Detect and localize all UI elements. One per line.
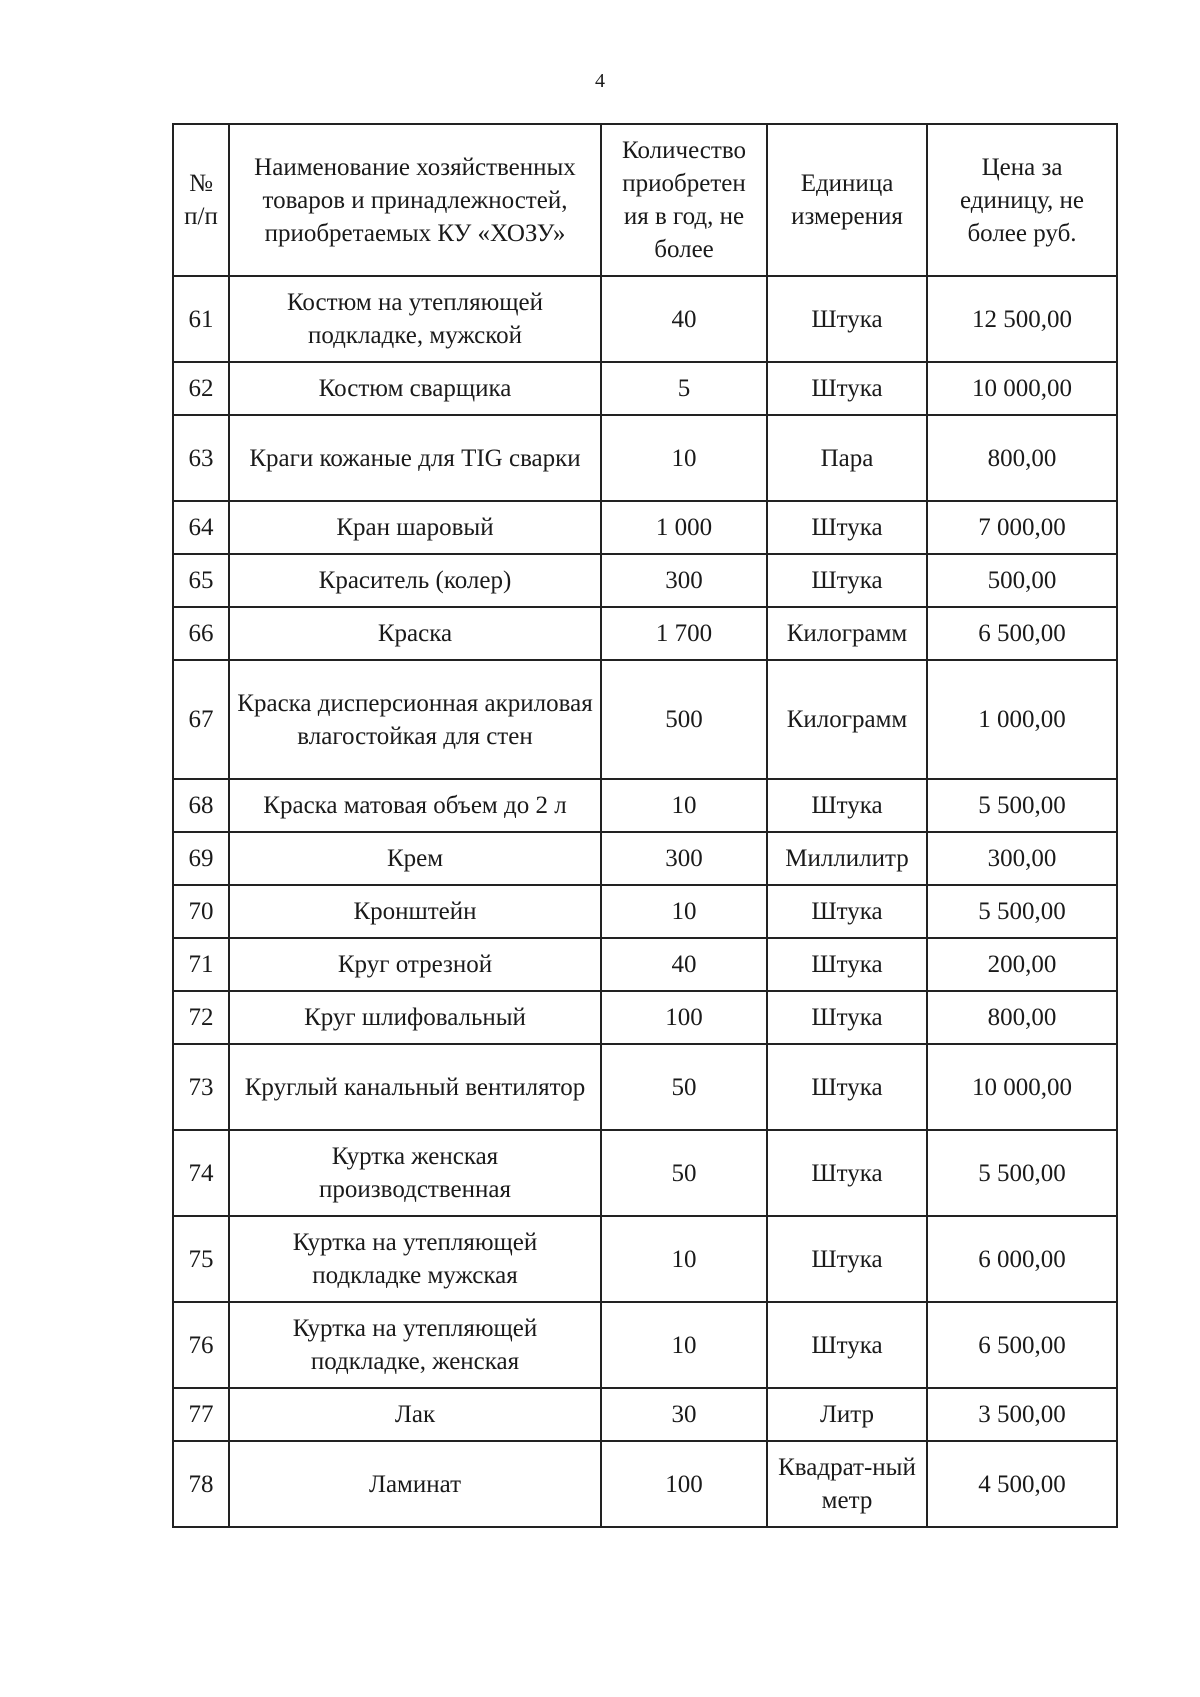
cell-price: 4 500,00: [927, 1441, 1117, 1527]
cell-unit: Килограмм: [767, 607, 927, 660]
cell-num: 63: [173, 415, 229, 501]
cell-qty: 1 000: [601, 501, 767, 554]
cell-num: 62: [173, 362, 229, 415]
cell-qty: 300: [601, 554, 767, 607]
table-row: [173, 991, 1117, 1044]
table-row: [173, 501, 1117, 554]
table-row: [173, 1441, 1117, 1527]
cell-name: Краска: [229, 607, 601, 660]
cell-num: 77: [173, 1388, 229, 1441]
cell-unit: Пара: [767, 415, 927, 501]
cell-name: Краска матовая объем до 2 л: [229, 779, 601, 832]
cell-unit: Килограмм: [767, 660, 927, 779]
table-row: [173, 1044, 1117, 1130]
header-price: Цена за единицу, не более руб.: [927, 124, 1117, 276]
table-row: [173, 554, 1117, 607]
cell-name: Ламинат: [229, 1441, 601, 1527]
cell-qty: 1 700: [601, 607, 767, 660]
cell-price: 5 500,00: [927, 885, 1117, 938]
table-row: [173, 1130, 1117, 1216]
table-row: [173, 415, 1117, 501]
cell-num: 70: [173, 885, 229, 938]
cell-name: Кронштейн: [229, 885, 601, 938]
table-row: [173, 607, 1117, 660]
cell-qty: 10: [601, 415, 767, 501]
cell-price: 300,00: [927, 832, 1117, 885]
cell-name: Кран шаровый: [229, 501, 601, 554]
cell-price: 6 000,00: [927, 1216, 1117, 1302]
cell-unit: Штука: [767, 276, 927, 362]
cell-qty: 300: [601, 832, 767, 885]
cell-qty: 100: [601, 1441, 767, 1527]
cell-qty: 40: [601, 938, 767, 991]
cell-unit: Миллилитр: [767, 832, 927, 885]
cell-num: 72: [173, 991, 229, 1044]
header-num: № п/п: [173, 124, 229, 276]
cell-price: 12 500,00: [927, 276, 1117, 362]
cell-name: Круг шлифовальный: [229, 991, 601, 1044]
table-header-row: [173, 124, 1117, 276]
table-row: [173, 885, 1117, 938]
cell-price: 3 500,00: [927, 1388, 1117, 1441]
header-qty: Количество приобретен ия в год, не более: [601, 124, 767, 276]
cell-num: 73: [173, 1044, 229, 1130]
table-row: [173, 779, 1117, 832]
cell-qty: 50: [601, 1130, 767, 1216]
table-row: [173, 362, 1117, 415]
cell-num: 75: [173, 1216, 229, 1302]
cell-qty: 10: [601, 885, 767, 938]
table-row: [173, 1302, 1117, 1388]
cell-qty: 10: [601, 1302, 767, 1388]
cell-name: Костюм на утепляющей подкладке, мужской: [229, 276, 601, 362]
cell-name: Лак: [229, 1388, 601, 1441]
cell-qty: 50: [601, 1044, 767, 1130]
cell-name: Круг отрезной: [229, 938, 601, 991]
cell-name: Куртка женская производственная: [229, 1130, 601, 1216]
cell-num: 68: [173, 779, 229, 832]
cell-num: 61: [173, 276, 229, 362]
cell-price: 800,00: [927, 991, 1117, 1044]
cell-unit: Штука: [767, 991, 927, 1044]
cell-num: 74: [173, 1130, 229, 1216]
cell-qty: 5: [601, 362, 767, 415]
table-row: [173, 276, 1117, 362]
header-name: Наименование хозяйственных товаров и принадлежностей, приобретаемых КУ «ХОЗУ»: [229, 124, 601, 276]
cell-qty: 10: [601, 1216, 767, 1302]
cell-price: 800,00: [927, 415, 1117, 501]
cell-qty: 30: [601, 1388, 767, 1441]
header-unit: Единица измерения: [767, 124, 927, 276]
cell-name: Крем: [229, 832, 601, 885]
table-row: [173, 1216, 1117, 1302]
cell-name: Костюм сварщика: [229, 362, 601, 415]
table-row: [173, 660, 1117, 779]
cell-unit: Штука: [767, 554, 927, 607]
cell-unit: Литр: [767, 1388, 927, 1441]
cell-price: 500,00: [927, 554, 1117, 607]
cell-unit: Штука: [767, 779, 927, 832]
cell-num: 64: [173, 501, 229, 554]
page-number: 4: [595, 70, 605, 92]
cell-unit: Штука: [767, 1216, 927, 1302]
cell-unit: Штука: [767, 362, 927, 415]
cell-price: 1 000,00: [927, 660, 1117, 779]
cell-num: 76: [173, 1302, 229, 1388]
cell-name: Краги кожаные для TIG сварки: [229, 415, 601, 501]
cell-num: 65: [173, 554, 229, 607]
cell-num: 71: [173, 938, 229, 991]
cell-name: Куртка на утепляющей подкладке мужская: [229, 1216, 601, 1302]
cell-unit: Штука: [767, 1044, 927, 1130]
cell-unit: Штука: [767, 1130, 927, 1216]
cell-name: Краска дисперсионная акриловая влагостойкая для стен: [229, 660, 601, 779]
cell-name: Круглый канальный вентилятор: [229, 1044, 601, 1130]
cell-unit: Штука: [767, 885, 927, 938]
cell-name: Краситель (колер): [229, 554, 601, 607]
table-row: [173, 938, 1117, 991]
cell-price: 7 000,00: [927, 501, 1117, 554]
cell-price: 6 500,00: [927, 607, 1117, 660]
cell-price: 200,00: [927, 938, 1117, 991]
table-row: [173, 1388, 1117, 1441]
cell-unit: Штука: [767, 1302, 927, 1388]
cell-qty: 40: [601, 276, 767, 362]
cell-price: 6 500,00: [927, 1302, 1117, 1388]
cell-unit: Квадрат-ный метр: [767, 1441, 927, 1527]
cell-price: 10 000,00: [927, 1044, 1117, 1130]
cell-num: 67: [173, 660, 229, 779]
table-row: [173, 832, 1117, 885]
cell-price: 10 000,00: [927, 362, 1117, 415]
cell-num: 78: [173, 1441, 229, 1527]
cell-qty: 500: [601, 660, 767, 779]
goods-table: [172, 123, 1118, 1528]
cell-num: 69: [173, 832, 229, 885]
cell-unit: Штука: [767, 938, 927, 991]
cell-price: 5 500,00: [927, 779, 1117, 832]
cell-name: Куртка на утепляющей подкладке, женская: [229, 1302, 601, 1388]
cell-price: 5 500,00: [927, 1130, 1117, 1216]
cell-qty: 100: [601, 991, 767, 1044]
cell-num: 66: [173, 607, 229, 660]
cell-qty: 10: [601, 779, 767, 832]
cell-unit: Штука: [767, 501, 927, 554]
